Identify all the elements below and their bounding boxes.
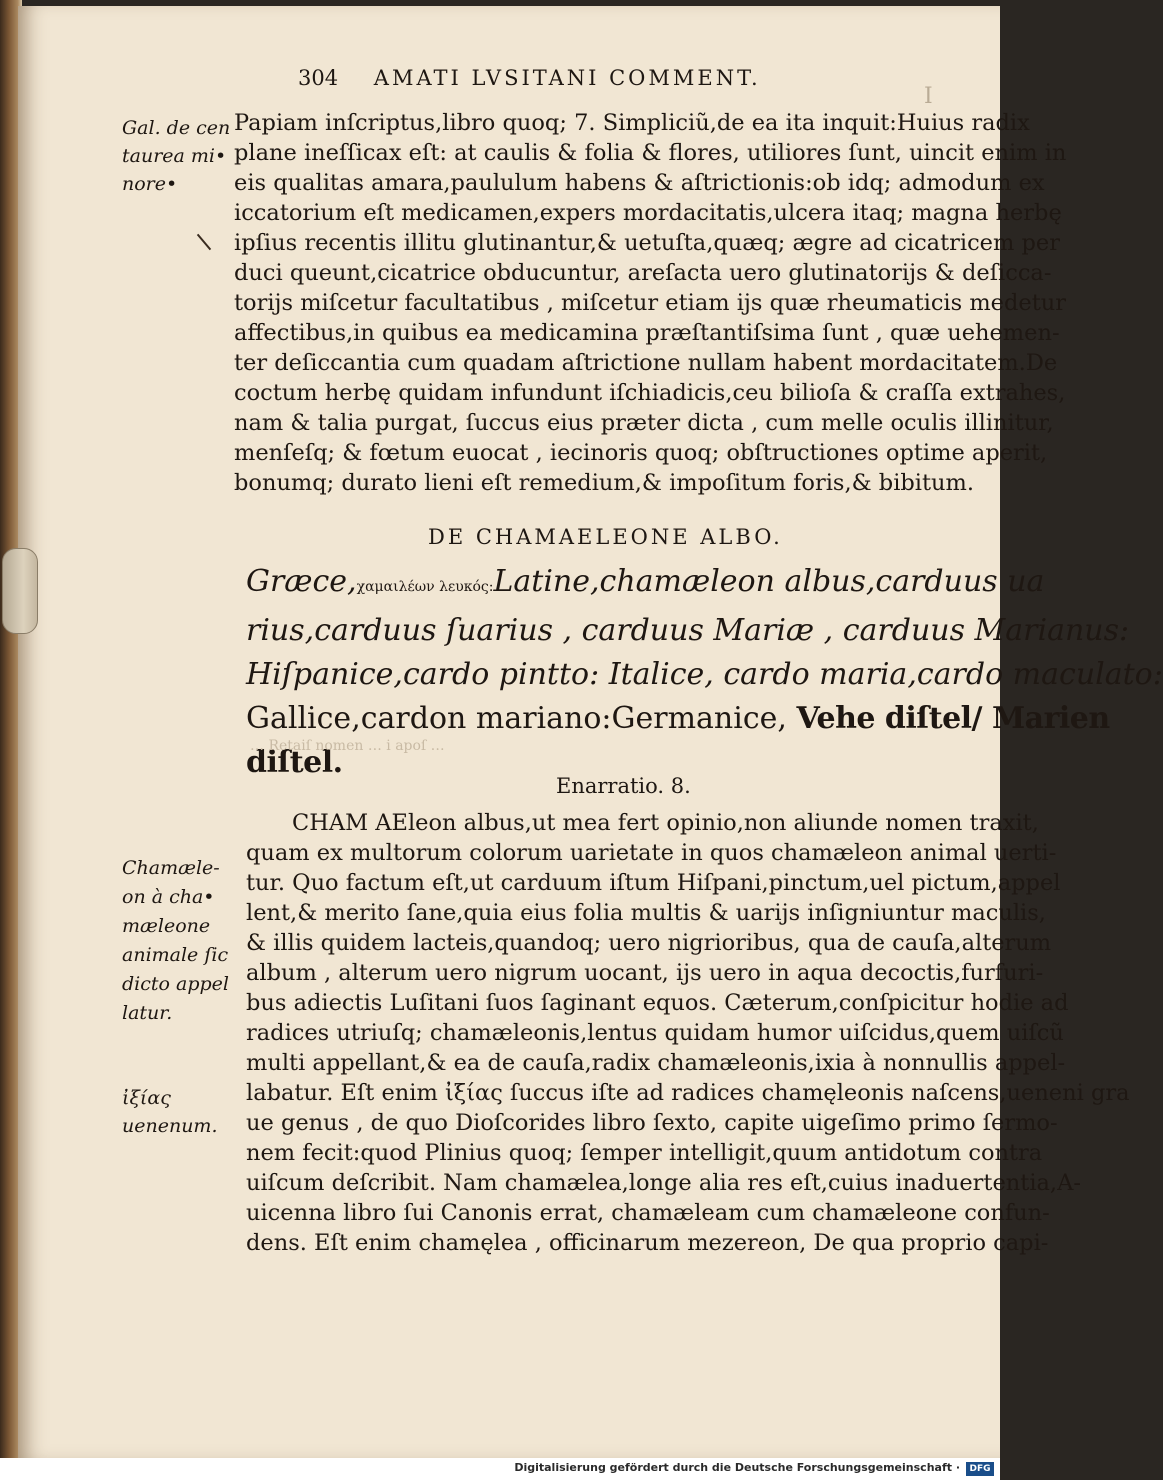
text-line: album , alterum uero nigrum uocant, ijs uero in aqua decoctis,furfuri- [246, 960, 1044, 986]
margin-line: mæleone [122, 915, 211, 937]
names-line: rius,carduus ſuarius , carduus Mariæ , carduus Marianus: [246, 613, 1130, 648]
margin-line: taurea mi• [122, 145, 227, 167]
text-line: coctum herbę quidam infundunt iſchiadicis,ceu bilioſa & craſſa extrahes, [234, 380, 1066, 406]
margin-line: latur. [122, 1002, 173, 1024]
page-number: 304 [298, 66, 339, 90]
names-text: Gallice,cardon mariano:Germanice, [246, 701, 787, 736]
text-line: radices utriuſq; chamæleonis,lentus quidam humor uiſcidus,quem uiſcũ [246, 1020, 1064, 1046]
text-line: bonumq; durato lieni eſt remedium,& impoſitum foris,& bibitum. [234, 470, 975, 496]
viewer-footer [0, 1458, 1000, 1480]
body-text-top [234, 108, 1066, 498]
book-clasp [2, 548, 38, 634]
text-line: dens. Eſt enim chamęlea , officinarum mezereon, De qua proprio capi- [246, 1230, 1049, 1256]
running-title: AMATI LVSITANI COMMENT. [373, 66, 761, 90]
subheading: Enarratio. 8. [556, 774, 691, 798]
margin-line: animale ſic [122, 944, 229, 966]
text-line: uiſcum deſcribit. Nam chamælea,longe alia res eſt,cuius inaduertentia,A- [246, 1170, 1081, 1196]
text-line: Papiam inſcriptus,libro quoq; 7. Simpliciũ,de ea ita inquit:Huius radix [234, 110, 1030, 136]
bleed-through-text: … Retaiſ nomen … i apoſ … [250, 738, 445, 754]
text-line: quam ex multorum colorum uarietate in quos chamæleon animal uerti- [246, 840, 1057, 866]
margin-line: dicto appel [122, 973, 229, 995]
margin-line: on à cha• [122, 886, 215, 908]
text-line: lent,& merito ſane,quia eius folia multis & uarijs inſigniuntur maculis, [246, 900, 1046, 926]
text-line: ter deſiccantia cum quadam aſtrictione nullam habent mordacitatem.De [234, 350, 1058, 376]
names-line: Hiſpanice,cardo pintto: Italice, cardo maria,cardo maculato: [246, 657, 1163, 692]
facing-page-edge: I [924, 84, 935, 109]
text-line: bus adiectis Luſitani ſuos ſaginant equos. Cæterum,conſpicitur hodie ad [246, 990, 1069, 1016]
names-line: diſtel. [246, 745, 343, 780]
margin-note-chamaeleon [122, 854, 229, 1028]
names-text: Latine,chamæleon albus,carduus ua [493, 564, 1045, 599]
text-line: & illis quidem lacteis,quandoq; uero nigrioribus, qua de cauſa,alterum [246, 930, 1052, 956]
text-line: tur. Quo factum eſt,ut carduum iſtum Hiſpani,pinctum,uel pictum,appel [246, 870, 1061, 896]
section-heading: DE CHAMAELEONE ALBO. [428, 525, 783, 549]
margin-line: Chamæle- [122, 857, 220, 879]
text-line: eis qualitas amara,paululum habens & aſtrictionis:ob idq; admodum ex [234, 170, 1045, 196]
text-line: affectibus,in quibus ea medicamina præſtantiſsima ſunt , quæ uehemen- [234, 320, 1060, 346]
text-line: nem fecit:quod Plinius quoq; ſemper intelligit,quum antidotum contra [246, 1140, 1043, 1166]
text-line: ue genus , de quo Dioſcorides libro ſexto, capite uigeſimo primo ſermo- [246, 1110, 1058, 1136]
greek-name: χαμαιλέων λευκός: [356, 579, 494, 595]
running-header [298, 66, 858, 90]
names-line [246, 560, 1163, 609]
text-line: uicenna libro ſui Canonis errat, chamæleam cum chamæleone confun- [246, 1200, 1050, 1226]
margin-line: Gal. de cen [122, 117, 231, 139]
text-line: labatur. Eſt enim ἰξίας ſuccus iſte ad radices chamęleonis naſcens,ueneni gra [246, 1080, 1130, 1106]
text-line: torijs miſcetur facultatibus , miſcetur etiam ijs quæ rheumaticis medetur [234, 290, 1066, 316]
text-line: ipſius recentis illitu glutinantur,& uetuſta,quæq; ægre ad cicatricem per [234, 230, 1060, 256]
margin-note-galen [122, 114, 230, 198]
text-line: iccatorium eſt medicamen,expers mordacitatis,ulcera itaq; magna herbę [234, 200, 1062, 226]
names-text: Græce, [246, 564, 357, 599]
body-text-enarratio [246, 808, 1130, 1258]
german-name: Vehe diſtel/ Marien [796, 701, 1110, 736]
text-line: duci queunt,cicatrice obducuntur, areſacta uero glutinatorijs & deſicca- [234, 260, 1052, 286]
names-line [246, 697, 1163, 741]
margin-note-ixias [122, 1084, 218, 1140]
margin-line: uenenum. [122, 1115, 218, 1137]
text-line: plane ineſſicax eſt: at caulis & folia & flores, utiliores ſunt, uincit enim in [234, 140, 1067, 166]
text-line: menſeſq; & fœtum euocat , iecinoris quoq; obſtructiones optime aperit, [234, 440, 1048, 466]
text-line: CHAM AEleon albus,ut mea fert opinio,non aliunde nomen traxit, [292, 810, 1039, 836]
margin-line: ἰξίας [122, 1087, 171, 1109]
text-line: multi appellant,& ea de cauſa,radix chamæleonis,ixia à nonnullis appel- [246, 1050, 1066, 1076]
margin-line: nore• [122, 173, 178, 195]
dfg-logo[interactable]: DFG [966, 1462, 994, 1476]
funding-credit: Digitalisierung gefördert durch die Deutsche Forschungsgemeinschaft · [514, 1461, 960, 1474]
text-line: nam & talia purgat, ſuccus eius præter dicta , cum melle oculis illinitur, [234, 410, 1054, 436]
